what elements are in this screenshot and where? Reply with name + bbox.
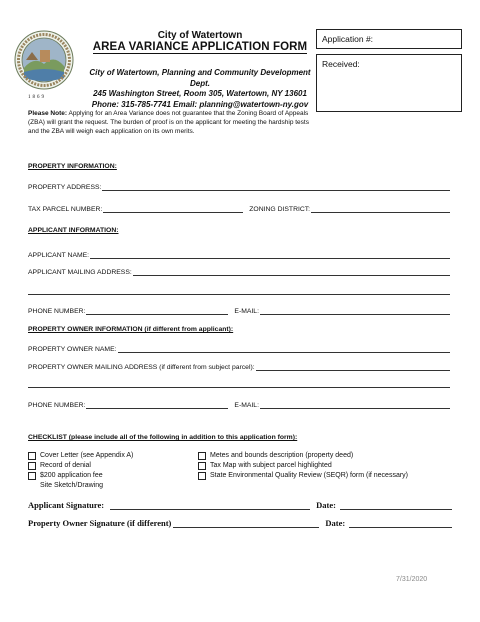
applicant-contact-row <box>28 306 450 315</box>
owner-contact-row <box>28 400 450 409</box>
property-address-row <box>28 182 450 191</box>
applicant-mailing-label: APPLICANT MAILING ADDRESS: <box>28 269 132 276</box>
applicant-signature-label: Applicant Signature: <box>28 500 105 510</box>
department-contact: Phone: 315-785-7741 Email: planning@watertown-ny.gov <box>91 99 309 109</box>
checklist-item[interactable]: Record of denial <box>28 461 133 471</box>
zoning-district-label: ZONING DISTRICT: <box>249 206 311 213</box>
checkbox[interactable] <box>28 472 36 480</box>
tax-parcel-field[interactable] <box>103 206 243 213</box>
checklist-item[interactable]: $200 application fee <box>28 471 133 481</box>
owner-date-label: Date: <box>325 518 346 528</box>
received-label: Received: <box>322 59 360 69</box>
applicant-date-label: Date: <box>316 500 336 510</box>
owner-signature-row <box>28 518 452 528</box>
seal-year: 1869 <box>28 95 46 100</box>
owner-phone-field[interactable] <box>86 402 228 409</box>
department-info <box>84 68 316 110</box>
note-text: Applying for an Area Variance does not guarantee that the Zoning Board of Appeals (ZBA) will grant the request. The burden of proof is on the applicant for meeting the hardship tests and the ZBA will weigh each application on its own merits. <box>28 110 309 135</box>
applicant-mailing-field[interactable] <box>133 269 450 276</box>
tax-parcel-label: TAX PARCEL NUMBER: <box>28 206 103 213</box>
applicant-phone-field[interactable] <box>86 308 228 315</box>
applicant-date-field[interactable] <box>340 502 452 510</box>
applicant-email-field[interactable] <box>260 308 450 315</box>
owner-mailing-field[interactable] <box>256 364 450 371</box>
received-box[interactable] <box>316 54 462 112</box>
checklist-left-column <box>28 451 133 491</box>
applicant-phone-label: PHONE NUMBER: <box>28 308 86 315</box>
property-address-label: PROPERTY ADDRESS: <box>28 184 102 191</box>
owner-email-label: E-MAIL: <box>234 402 259 409</box>
property-info-heading: PROPERTY INFORMATION: <box>28 163 117 170</box>
owner-phone-label: PHONE NUMBER: <box>28 402 86 409</box>
applicant-name-row <box>28 250 450 259</box>
city-seal-logo <box>14 30 74 90</box>
city-name: City of Watertown <box>157 30 243 41</box>
zoning-district-field[interactable] <box>311 206 450 213</box>
owner-email-field[interactable] <box>260 402 450 409</box>
checklist-heading: CHECKLIST (please include all of the following in addition to this application form): <box>28 434 298 441</box>
owner-info-heading: PROPERTY OWNER INFORMATION (if different from applicant): <box>28 326 234 333</box>
applicant-mailing-field-2[interactable] <box>28 294 450 295</box>
owner-date-field[interactable] <box>349 520 452 528</box>
checklist-item[interactable]: Cover Letter (see Appendix A) <box>28 451 133 461</box>
applicant-signature-field[interactable] <box>110 502 310 510</box>
application-number-box[interactable] <box>316 29 462 49</box>
applicant-mailing-row <box>28 267 450 276</box>
note-label: Please Note: <box>28 110 68 117</box>
checkbox[interactable] <box>198 472 206 480</box>
owner-name-label: PROPERTY OWNER NAME: <box>28 346 117 353</box>
checkbox[interactable] <box>28 452 36 460</box>
checklist-item[interactable]: Site Sketch/Drawing <box>40 482 104 489</box>
application-number-label: Application #: <box>322 34 374 44</box>
owner-name-row <box>28 344 450 353</box>
department-name: City of Watertown, Planning and Community Development Dept. <box>89 68 311 88</box>
revision-date: 7/31/2020 <box>396 576 428 583</box>
owner-signature-label: Property Owner Signature (if different) <box>28 518 172 528</box>
checklist-item[interactable]: State Environmental Quality Review (SEQR) form (if necessary) <box>198 471 408 481</box>
owner-signature-field[interactable] <box>173 520 319 528</box>
applicant-email-label: E-MAIL: <box>234 308 259 315</box>
checklist-right-column <box>198 451 408 481</box>
disclaimer-note <box>28 110 312 136</box>
applicant-name-field[interactable] <box>90 252 450 259</box>
parcel-zoning-row <box>28 204 450 213</box>
owner-mailing-row <box>28 362 450 371</box>
owner-name-field[interactable] <box>118 346 451 353</box>
property-address-field[interactable] <box>102 184 450 191</box>
checkbox[interactable] <box>198 452 206 460</box>
form-title: AREA VARIANCE APPLICATION FORM <box>92 41 308 53</box>
department-address: 245 Washington Street, Room 305, Watertown, NY 13601 <box>93 89 307 98</box>
applicant-signature-row <box>28 500 452 510</box>
checkbox[interactable] <box>198 462 206 470</box>
checklist-item[interactable]: Metes and bounds description (property deed) <box>198 451 408 461</box>
checkbox[interactable] <box>28 462 36 470</box>
applicant-info-heading: APPLICANT INFORMATION: <box>28 227 119 234</box>
applicant-name-label: APPLICANT NAME: <box>28 252 90 259</box>
checklist-item[interactable]: Tax Map with subject parcel highlighted <box>198 461 408 471</box>
owner-mailing-label: PROPERTY OWNER MAILING ADDRESS (if different from subject parcel): <box>28 364 255 371</box>
owner-mailing-field-2[interactable] <box>28 387 450 388</box>
